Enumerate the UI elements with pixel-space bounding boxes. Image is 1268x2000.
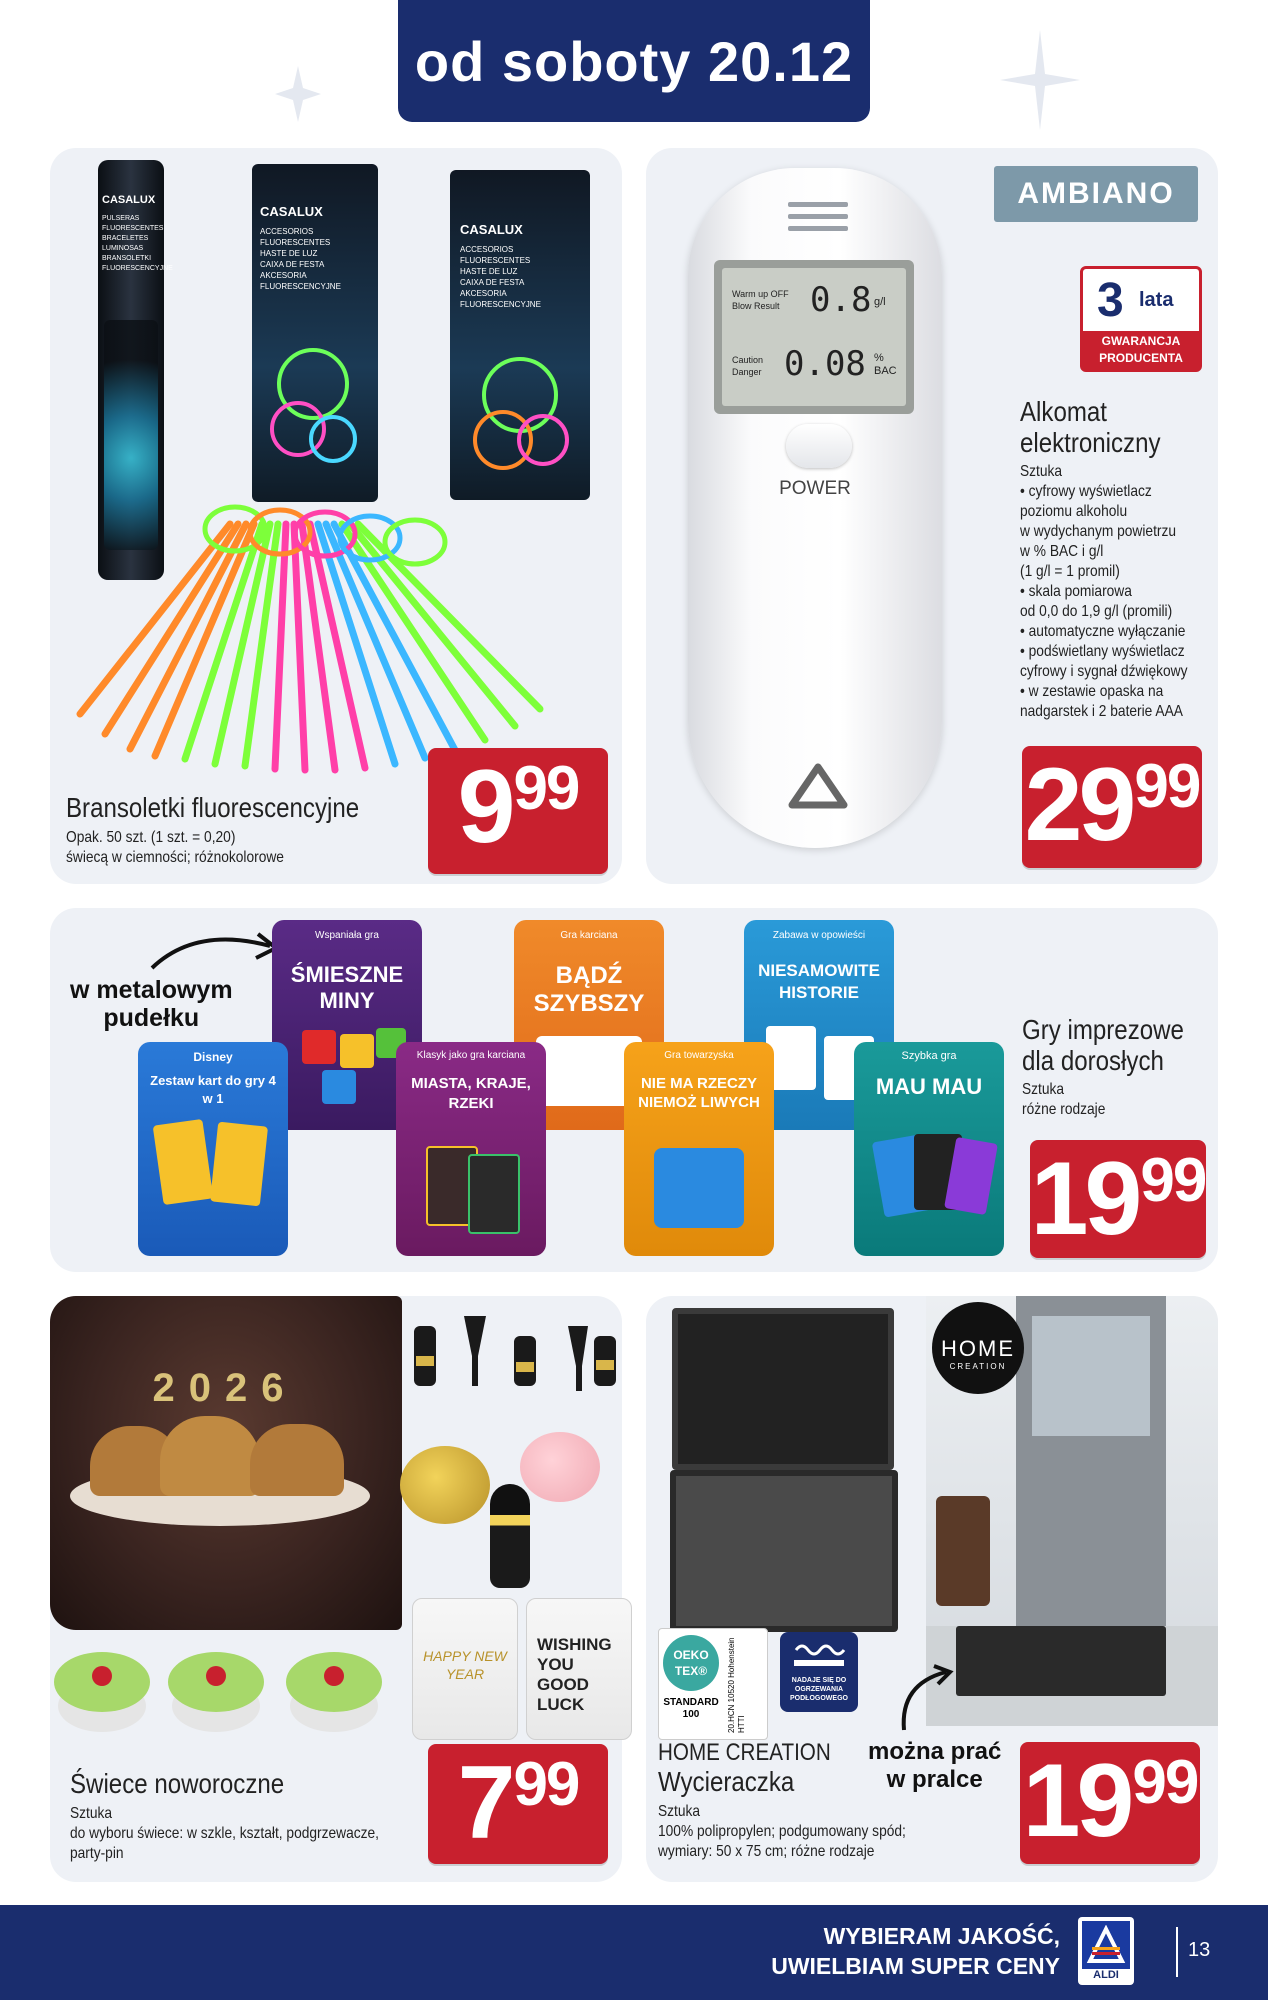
curved-arrow-icon bbox=[890, 1664, 960, 1734]
product-panel-party-games bbox=[50, 908, 1218, 1272]
game-box-mau-mau: Szybka gra MAU MAU bbox=[854, 1042, 1004, 1256]
game-box-nie-ma-rzeczy-niemozliwych: Gra towarzyska NIE MA RZECZY NIEMOŻ LIWYCH bbox=[624, 1042, 774, 1256]
brand-logo: AMBIANO bbox=[994, 166, 1198, 222]
oeko-tex-badge: OEKO TEX® STANDARD 100 20.HCN 10520 Hohenstein HTTI bbox=[658, 1628, 768, 1740]
cupcakes-photo bbox=[50, 1296, 402, 1630]
price-tag: 29 99 bbox=[1022, 746, 1202, 868]
product-title: Świece noworoczne bbox=[70, 1768, 285, 1799]
aldi-logo-icon bbox=[1086, 1925, 1126, 1965]
product-title: Alkomat elektroniczny bbox=[1020, 396, 1161, 458]
lcd-frame bbox=[714, 260, 914, 414]
product-panel-candles bbox=[50, 1296, 622, 1882]
game-box-niesamowite-historie: Zabawa w opowieści NIESAMOWITE HISTORIE bbox=[744, 920, 894, 1130]
glow-bag-package-1: CASALUX ACCESORIOS FLUORESCENTES HASTE DE LUZ CAIXA DE FESTA AKCESORIA FLUORESCENCYJNE bbox=[252, 164, 378, 502]
breathalyzer-device-image bbox=[688, 168, 942, 848]
product-panel-breathalyzer bbox=[646, 148, 1218, 884]
power-label: POWER bbox=[779, 478, 851, 499]
doormat-black-image bbox=[672, 1308, 894, 1470]
lcd-display: Warm up OFF Blow Result 0.8 g/l Caution Danger 0.08 % BAC bbox=[722, 268, 906, 406]
footer-bar bbox=[0, 1905, 1268, 2000]
flower-tealights-image bbox=[50, 1636, 410, 1746]
product-details: Sztuka do wyboru świece: w szkle, kształt, podgrzewacze, party-pin bbox=[70, 1805, 379, 1862]
product-title: Gry imprezowe dla dorosłych bbox=[1022, 1014, 1184, 1076]
product-details: Sztuka różne rodzaje bbox=[1022, 1081, 1106, 1118]
cake-year-candles: 2026 bbox=[152, 1366, 298, 1410]
page-number: 13 bbox=[1188, 1939, 1211, 1961]
gold-pig-candle bbox=[400, 1446, 490, 1524]
price-tag: 19 99 bbox=[1020, 1742, 1200, 1864]
game-box-miasta-kraje-rzeki: Klasyk jako gra karciana MIASTA, KRAJE, RZEKI bbox=[396, 1042, 546, 1256]
party-pin-candles-image bbox=[404, 1306, 622, 1416]
aldi-logo: ALDI bbox=[1078, 1917, 1134, 1985]
game-box-badz-szybszy: Gra karciana BĄDŹ SZYBSZY bbox=[514, 920, 664, 1130]
power-button[interactable] bbox=[786, 424, 852, 468]
date-banner: od soboty 20.12 bbox=[398, 0, 870, 122]
game-box-disney-cards: Disney Zestaw kart do gry 4 w 1 bbox=[138, 1042, 288, 1256]
tin-box-callout: w metalowym pudełku bbox=[70, 976, 233, 1032]
product-panel-doormat bbox=[646, 1296, 1218, 1882]
warranty-badge: 3 lata GWARANCJA PRODUCENTA bbox=[1080, 266, 1202, 372]
product-details: Sztuka 100% polipropylen; podgumowany spód; wymiary: 50 x 75 cm; różne rodzaje bbox=[658, 1803, 906, 1860]
product-details: Opak. 50 szt. (1 szt. = 0,20) świecą w ciemności; różnokolorowe bbox=[66, 829, 284, 866]
triangle-logo-icon bbox=[788, 763, 848, 809]
pink-pig-candle bbox=[520, 1432, 600, 1502]
package-text: PULSERAS FLUORESCENTES BRACELETES LUMINOSAS BRANSOLETKI FLUORESCENCYJNE bbox=[102, 215, 173, 272]
brand-line: HOME CREATION bbox=[658, 1739, 831, 1766]
product-panel-glow-bracelets bbox=[50, 148, 622, 884]
curved-arrow-icon bbox=[146, 926, 286, 976]
vent-icon bbox=[788, 198, 848, 238]
home-creation-logo: HOME CREATION bbox=[932, 1302, 1024, 1394]
floor-heating-badge: NADAJE SIĘ DO OGRZEWANIA PODŁOGOWEGO bbox=[780, 1632, 858, 1712]
glow-sticks-image bbox=[60, 494, 580, 784]
price-tag: 19 99 bbox=[1030, 1141, 1206, 1257]
price-tag: 7 99 bbox=[428, 1744, 608, 1864]
star-icon bbox=[275, 66, 321, 122]
footer-slogan: WYBIERAM JAKOŚĆ, UWIELBIAM SUPER CENY bbox=[771, 1923, 1060, 1979]
glass-candle-happy-new-year: HAPPY NEW YEAR bbox=[412, 1598, 518, 1740]
product-title: Wycieraczka bbox=[658, 1766, 795, 1797]
brand-label: CASALUX bbox=[102, 194, 156, 206]
product-details: Sztuka • cyfrowy wyświetlacz poziomu alkoholu w wydychanym powietrzu w % BAC i g/l (1 g/l = 1 promil) • skala pomiarowa od 0,0 do 1,9 g/l (promili) • automatyczne wyłączanie • podświetlany wyświetlacz cyfrowy i sygnał dźwiękowy • w zestawie opaska na nadgarstek i 2 baterie AAA bbox=[1020, 463, 1188, 720]
chimney-sweep-candle bbox=[490, 1484, 530, 1588]
glow-bag-package-2: CASALUX ACCESORIOS FLUORESCENTES HASTE DE LUZ CAIXA DE FESTA AKCESORIA FLUORESCENCYJNE bbox=[450, 170, 590, 500]
washable-callout: można prać w pralce bbox=[868, 1738, 1002, 1793]
product-title: Bransoletki fluorescencyjne bbox=[66, 792, 360, 823]
glass-candle-wishing-you-good-luck: WISHING YOU GOOD LUCK bbox=[526, 1598, 632, 1740]
game-box-smieszne-miny: Wspaniała gra ŚMIESZNE MINY bbox=[272, 920, 422, 1130]
doormat-grey-image bbox=[670, 1470, 898, 1632]
sparkle-icon bbox=[1000, 30, 1080, 130]
price-tag: 9 99 bbox=[428, 748, 608, 874]
floor-heating-icon bbox=[792, 1640, 846, 1670]
